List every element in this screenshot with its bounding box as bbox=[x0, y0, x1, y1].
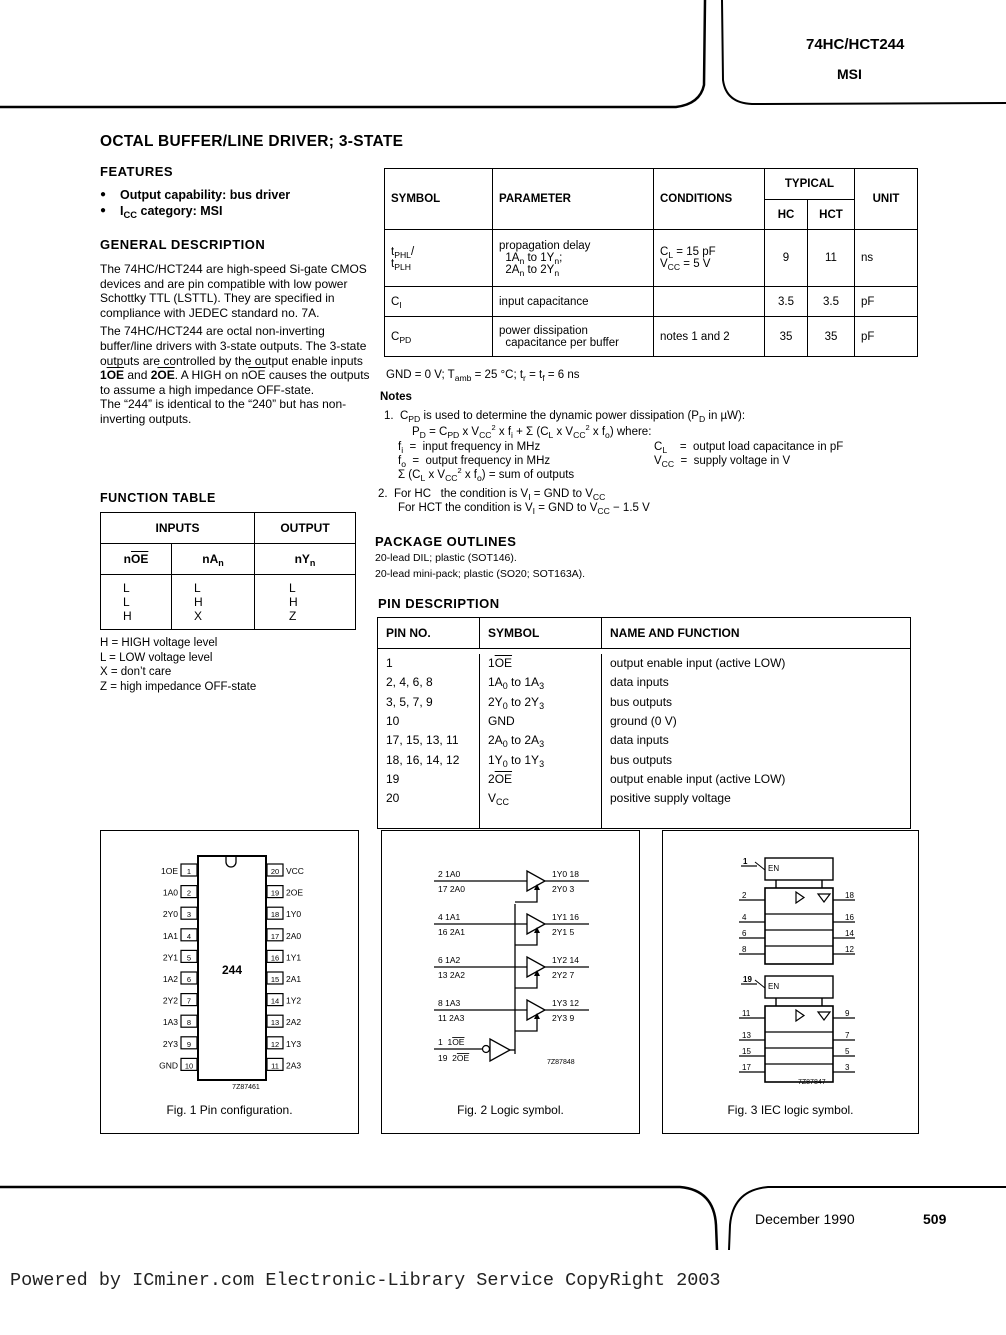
svg-text:11: 11 bbox=[742, 1009, 751, 1018]
svg-text:11 2A3: 11 2A3 bbox=[438, 1013, 465, 1023]
svg-text:5: 5 bbox=[186, 953, 192, 963]
table-row: L L H L H X L H Z bbox=[101, 575, 356, 630]
figure-iec-logic-symbol bbox=[662, 830, 919, 1134]
svg-text:1Y2: 1Y2 bbox=[286, 995, 302, 1006]
svg-text:15: 15 bbox=[270, 975, 280, 984]
svg-text:7Z87847: 7Z87847 bbox=[798, 1079, 826, 1086]
svg-text:8: 8 bbox=[742, 945, 747, 954]
col-nan: $nA_n$ bbox=[172, 544, 255, 575]
svg-text:6: 6 bbox=[186, 975, 192, 984]
figure-pin-configuration bbox=[100, 830, 359, 1134]
table-row: 18, 16, 14, 12 $1Y_0$ to $1Y_3$ bus outputs bbox=[378, 750, 911, 769]
publication-date: December 1990 bbox=[755, 1211, 855, 1227]
svg-text:1: 1 bbox=[743, 857, 748, 866]
package-outlines-heading: PACKAGE OUTLINES bbox=[375, 534, 517, 549]
svg-text:12: 12 bbox=[845, 945, 854, 954]
svg-text:17 2A0: 17 2A0 bbox=[438, 884, 465, 894]
svg-text:EN: EN bbox=[768, 982, 780, 991]
svg-text:6 1A2: 6 1A2 bbox=[438, 955, 461, 965]
pin-configuration-diagram bbox=[101, 831, 358, 1091]
output-group-header: OUTPUT bbox=[255, 513, 356, 544]
svg-text:13: 13 bbox=[270, 1018, 280, 1028]
table-row: $C_I$ input capacitance 3.5 3.5 pF bbox=[385, 287, 918, 317]
svg-text:17: 17 bbox=[270, 931, 280, 941]
svg-text:1Y0: 1Y0 bbox=[286, 909, 302, 920]
svg-text:20: 20 bbox=[270, 867, 280, 876]
svg-text:7: 7 bbox=[186, 996, 192, 1006]
description-para-1: The 74HC/HCT244 are high-speed Si-gate CMOS devices and are pin compatible with low power Schottky TTL (LSTTL). They are specified in compliance with JEDEC standard no. 7A. bbox=[100, 262, 367, 320]
svg-text:16: 16 bbox=[845, 913, 854, 922]
description-para-3: The “244” is identical to the “240” but has non-inverting outputs. bbox=[100, 397, 347, 426]
svg-text:4: 4 bbox=[186, 931, 192, 941]
table-row: 20 $V_{CC}$ positive supply voltage bbox=[378, 789, 911, 808]
svg-text:8 1A3: 8 1A3 bbox=[438, 998, 461, 1008]
characteristics-table: SYMBOL PARAMETER CONDITIONS TYPICAL UNIT HC HCT $t_{PHL}/$ $t_{PLH}$ propagation delay $1A_n$ to $1Y_n$; $2A_n$ to $2Y_n$ $C_L = 15$ pF $V_{CC} = 5$ V 9 11 ns $C_I$ input capacitance 3.5 3.5 pF $C_{PD}$ power dissipation capacitance per buffer notes 1 and 2 35 35 pF bbox=[384, 168, 918, 357]
notes-section bbox=[378, 367, 924, 516]
svg-text:244: 244 bbox=[221, 963, 243, 977]
svg-text:18: 18 bbox=[270, 910, 280, 920]
svg-text:9: 9 bbox=[186, 1039, 192, 1049]
device-category: MSI bbox=[837, 66, 862, 82]
svg-text:5: 5 bbox=[845, 1047, 850, 1056]
package-item: 20-lead DIL; plastic (SOT146). bbox=[375, 552, 517, 564]
svg-text:4: 4 bbox=[742, 913, 747, 922]
svg-text:2A2: 2A2 bbox=[286, 1017, 302, 1028]
header-rule bbox=[0, 0, 1006, 115]
svg-text:1: 1 bbox=[186, 867, 192, 876]
svg-text:12: 12 bbox=[270, 1039, 280, 1049]
note-2: 2. For HC the condition is $V_I$ = GND to $V_{CC}$ bbox=[378, 488, 606, 502]
general-description-heading: GENERAL DESCRIPTION bbox=[100, 237, 266, 252]
svg-text:VCC: VCC bbox=[286, 866, 304, 876]
svg-text:2Y0: 2Y0 bbox=[162, 909, 178, 920]
table-row: 19 $2\overline{OE}$ output enable input (active LOW) bbox=[378, 770, 911, 789]
svg-text:1Y0 18: 1Y0 18 bbox=[552, 869, 579, 879]
page-title: OCTAL BUFFER/LINE DRIVER; 3-STATE bbox=[100, 133, 404, 150]
notes-heading: Notes bbox=[380, 391, 412, 403]
svg-text:1A3: 1A3 bbox=[162, 1017, 178, 1028]
svg-text:13: 13 bbox=[742, 1031, 751, 1040]
package-item: 20-lead mini-pack; plastic (SO20; SOT163A). bbox=[375, 568, 586, 580]
col-noe: $n\overline{OE}$ bbox=[101, 544, 172, 575]
logic-symbol-diagram bbox=[382, 831, 639, 1091]
svg-text:14: 14 bbox=[845, 929, 854, 938]
function-table bbox=[100, 512, 356, 630]
svg-text:4 1A1: 4 1A1 bbox=[438, 912, 461, 922]
feature-item: ● Output capability: bus driver bbox=[100, 187, 290, 203]
svg-text:1OE: 1OE bbox=[160, 866, 178, 876]
svg-text:2A0: 2A0 bbox=[286, 930, 302, 941]
feature-item: ● $I_{CC}$ category: MSI bbox=[100, 203, 290, 219]
figure-caption: Fig. 2 Logic symbol. bbox=[457, 1103, 564, 1117]
svg-text:7: 7 bbox=[845, 1031, 850, 1040]
part-number: 74HC/HCT244 bbox=[806, 36, 905, 53]
svg-text:2Y1: 2Y1 bbox=[162, 952, 178, 963]
general-description bbox=[100, 262, 370, 427]
svg-text:2Y2 7: 2Y2 7 bbox=[552, 970, 575, 980]
pin-description-table: PIN NO. SYMBOL NAME AND FUNCTION 1 $1\overline{OE}$ output enable input (active LOW) 2, 4, 6, 8 $1A_0$ to $1A_3$ data inputs 3, 5, 7, 9 $2Y_0$ to $2Y_3$ bus outputs 10 GND ground (0 V) 17, 15, 13, 11 $2A_0$ to $2A_3$ data inputs 18, 16, 14, 12 $1Y_0$ to $1Y_3$ bus outputs 19 $2\overline{OE}$ output enable input (active LOW) 20 $V_{CC}$ positive supply voltage bbox=[377, 617, 911, 829]
svg-text:15: 15 bbox=[742, 1047, 751, 1056]
oe2-label: 19 2OE bbox=[438, 1053, 470, 1063]
figure-logic-symbol bbox=[381, 830, 640, 1134]
table-row: $C_{PD}$ power dissipation capacitance per buffer notes 1 and 2 35 35 pF bbox=[385, 317, 918, 357]
spec-footnote: GND = 0 V; $T_{amb} = 25$ °C; $t_r = t_f = 6$ ns bbox=[386, 369, 580, 383]
table-row: 2, 4, 6, 8 $1A_0$ to $1A_3$ data inputs bbox=[378, 673, 911, 692]
svg-text:7Z87461: 7Z87461 bbox=[232, 1084, 260, 1091]
svg-text:2: 2 bbox=[742, 891, 747, 900]
oe1-label: 1 1OE bbox=[438, 1037, 465, 1047]
svg-text:1A0: 1A0 bbox=[162, 887, 178, 898]
table-row: 1 $1\overline{OE}$ output enable input (active LOW) bbox=[378, 654, 911, 673]
footer-rule bbox=[0, 1180, 1006, 1255]
svg-text:2 1A0: 2 1A0 bbox=[438, 869, 461, 879]
col-nyn: $nY_n$ bbox=[255, 544, 356, 575]
note-1: 1. $C_{PD}$ is used to determine the dynamic power dissipation ($P_D$ in µW): bbox=[384, 410, 746, 424]
pin-description-heading: PIN DESCRIPTION bbox=[378, 596, 500, 611]
svg-text:GND: GND bbox=[159, 1060, 178, 1071]
package-outlines bbox=[375, 534, 585, 580]
note-1-definitions: $f_i$ = input frequency in MHz $f_o$ = output frequency in MHz Σ ($C_L$ x $V_{CC}^2$ x $f_o$) = sum of outputs $C_L$ = output load capacitance in pF $V_{CC}$ = supply voltage in V bbox=[398, 441, 844, 483]
svg-text:18: 18 bbox=[845, 891, 854, 900]
watermark: Powered by ICminer.com Electronic-Library Service CopyRight 2003 bbox=[10, 1270, 721, 1291]
svg-text:2Y1 5: 2Y1 5 bbox=[552, 927, 575, 937]
note-1-formula: $P_D = C_{PD}$ x $V_{CC}^2$ x $f_i + \Sigma$ ($C_L$ x $V_{CC}^2$ x $f_o$) where: bbox=[412, 423, 652, 440]
svg-text:1A1: 1A1 bbox=[162, 930, 178, 941]
svg-text:2Y3 9: 2Y3 9 bbox=[552, 1013, 575, 1023]
table-row: 17, 15, 13, 11 $2A_0$ to $2A_3$ data inputs bbox=[378, 731, 911, 750]
svg-text:16: 16 bbox=[270, 953, 280, 963]
svg-text:2Y0 3: 2Y0 3 bbox=[552, 884, 575, 894]
table-row: 3, 5, 7, 9 $2Y_0$ to $2Y_3$ bus outputs bbox=[378, 693, 911, 712]
function-table-heading: FUNCTION TABLE bbox=[100, 491, 216, 505]
svg-text:14: 14 bbox=[270, 996, 280, 1006]
svg-text:6: 6 bbox=[742, 929, 747, 938]
svg-text:9: 9 bbox=[845, 1009, 850, 1018]
page-number: 509 bbox=[923, 1211, 947, 1227]
svg-text:2Y2: 2Y2 bbox=[162, 995, 178, 1006]
svg-text:2A3: 2A3 bbox=[286, 1060, 302, 1071]
svg-text:1Y1 16: 1Y1 16 bbox=[552, 912, 579, 922]
svg-text:13 2A2: 13 2A2 bbox=[438, 970, 465, 980]
table-row: 10 GND ground (0 V) bbox=[378, 712, 911, 731]
note-2-hct: For HCT the condition is $V_I$ = GND to $V_{CC} - 1.5$ V bbox=[398, 502, 650, 516]
svg-text:1A2: 1A2 bbox=[162, 974, 178, 984]
svg-text:19: 19 bbox=[743, 975, 752, 984]
description-para-2: The 74HC/HCT244 are octal non-inverting buffer/line drivers with 3-state outputs. The 3-state outputs are controlled by the output enable inputs $1\overline{OE}$ and $2\overline{OE}$. A HIGH on $n\overline{OE}$ causes the outputs to assume a high impedance OFF-state. bbox=[100, 324, 370, 397]
svg-text:1Y3 12: 1Y3 12 bbox=[552, 998, 579, 1008]
svg-text:1Y1: 1Y1 bbox=[286, 952, 302, 963]
figure-caption: Fig. 3 IEC logic symbol. bbox=[727, 1103, 854, 1117]
svg-text:1Y2 14: 1Y2 14 bbox=[552, 955, 579, 965]
features-list bbox=[100, 187, 290, 219]
svg-text:16 2A1: 16 2A1 bbox=[438, 927, 465, 937]
svg-text:8: 8 bbox=[186, 1018, 192, 1028]
features-heading: FEATURES bbox=[100, 164, 174, 179]
svg-text:1Y3: 1Y3 bbox=[286, 1038, 302, 1049]
function-table-legend: H = HIGH voltage level L = LOW voltage level X = don’t care Z = high impedance OFF-state bbox=[100, 637, 257, 693]
svg-text:EN: EN bbox=[768, 864, 780, 873]
svg-text:2A1: 2A1 bbox=[286, 974, 302, 984]
svg-text:3: 3 bbox=[186, 910, 192, 920]
svg-text:11: 11 bbox=[271, 1061, 279, 1071]
svg-text:19: 19 bbox=[270, 888, 280, 898]
figure-caption: Fig. 1 Pin configuration. bbox=[166, 1103, 293, 1117]
svg-text:2: 2 bbox=[186, 888, 192, 898]
svg-text:3: 3 bbox=[845, 1063, 850, 1072]
svg-text:17: 17 bbox=[742, 1063, 751, 1072]
iec-logic-symbol-diagram bbox=[663, 831, 918, 1091]
svg-text:7Z87848: 7Z87848 bbox=[547, 1059, 575, 1066]
svg-text:2OE: 2OE bbox=[286, 887, 304, 898]
table-row: $t_{PHL}/$ $t_{PLH}$ propagation delay $1A_n$ to $1Y_n$; $2A_n$ to $2Y_n$ $C_L = 15$ pF $V_{CC} = 5$ V 9 11 ns bbox=[385, 230, 918, 287]
inputs-group-header: INPUTS bbox=[101, 513, 255, 544]
svg-text:10: 10 bbox=[184, 1061, 194, 1071]
svg-text:2Y3: 2Y3 bbox=[162, 1038, 178, 1049]
